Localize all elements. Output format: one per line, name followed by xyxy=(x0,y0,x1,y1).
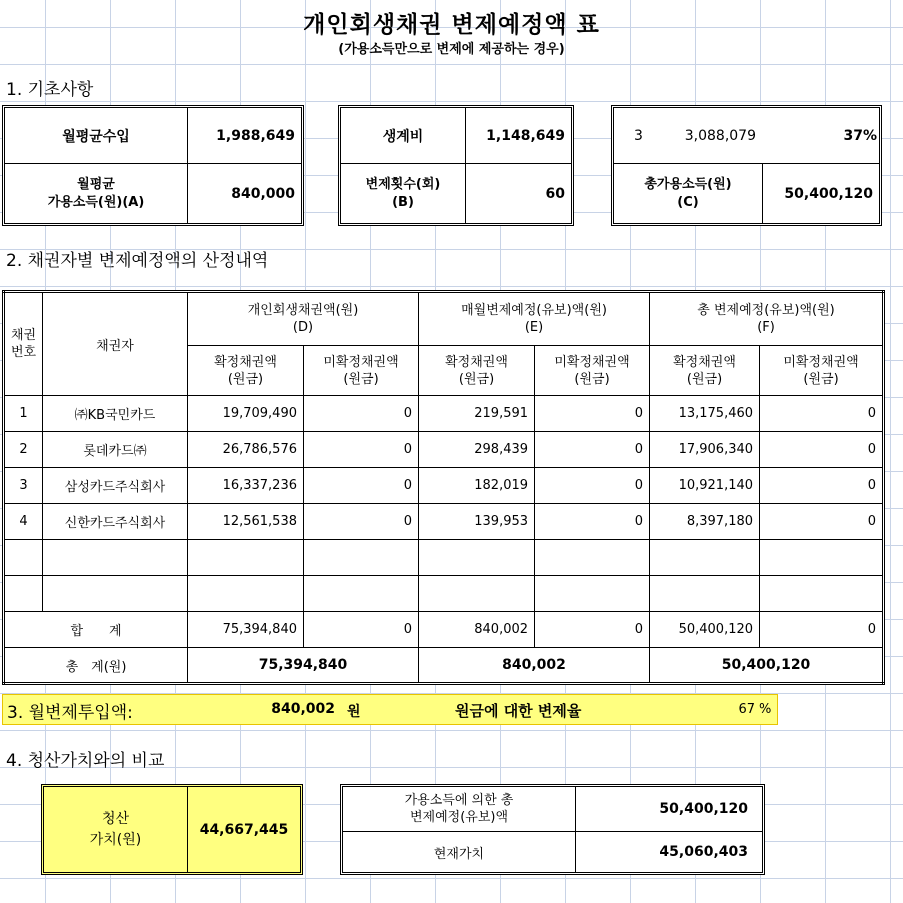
subtotal-label: 합 계 xyxy=(4,612,188,648)
d-confirmed-header: 확정채권액 (원금) xyxy=(188,346,304,396)
present-value-label: 현재가치 xyxy=(433,846,485,862)
group-f-header: 총 변제예정(유보)액(원) (F) xyxy=(650,292,884,346)
empty-row xyxy=(4,540,884,576)
row-d-unconfirmed: 0 xyxy=(304,432,419,468)
row-f-confirmed: 8,397,180 xyxy=(650,504,760,540)
liquidation-label: 청산 가치(원) xyxy=(89,810,142,848)
col-no-header: 채권 번호 xyxy=(4,292,43,396)
row-e-confirmed: 298,439 xyxy=(419,432,535,468)
row-f-confirmed: 10,921,140 xyxy=(650,468,760,504)
row-creditor: 신한카드주식회사 xyxy=(43,504,188,540)
row-e-unconfirmed: 0 xyxy=(535,504,650,540)
col-creditor-header: 채권자 xyxy=(43,292,188,396)
subtotal-e-unconfirmed: 0 xyxy=(535,612,650,648)
table-row xyxy=(4,468,884,504)
section2-heading: 2. 채권자별 변제예정액의 산정내역 xyxy=(6,251,269,271)
total-available-box xyxy=(611,105,882,226)
repay-count-label: 변제횟수(회) (B) xyxy=(365,176,441,210)
subtotal-e-confirmed: 840,002 xyxy=(419,612,535,648)
f-confirmed-header: 확정채권액 (원금) xyxy=(650,346,760,396)
section4-heading: 4. 청산가치와의 비교 xyxy=(6,751,165,771)
repayment-rate-value: 67 xyxy=(738,702,755,717)
row-d-unconfirmed: 0 xyxy=(304,504,419,540)
subtotal-d-confirmed: 75,394,840 xyxy=(188,612,304,648)
table-row xyxy=(4,504,884,540)
page-subtitle: (가용소득만으로 변제에 제공하는 경우) xyxy=(338,42,565,57)
row-d-unconfirmed: 0 xyxy=(304,468,419,504)
row-d-confirmed: 26,786,576 xyxy=(188,432,304,468)
income-box xyxy=(2,105,304,226)
liquidation-box xyxy=(41,784,303,875)
row-e-unconfirmed: 0 xyxy=(535,432,650,468)
present-value-value: 45,060,403 xyxy=(659,844,748,860)
monthly-repayment-band xyxy=(2,694,778,725)
row-creditor: ㈜KB국민카드 xyxy=(43,396,188,432)
row-f-unconfirmed: 0 xyxy=(760,504,884,540)
row-d-confirmed: 12,561,538 xyxy=(188,504,304,540)
row-e-unconfirmed: 0 xyxy=(535,468,650,504)
repayment-rate-label: 원금에 대한 변제율 xyxy=(455,702,582,720)
row-e-unconfirmed: 0 xyxy=(535,396,650,432)
group-d-header: 개인회생채권액(원) (D) xyxy=(188,292,419,346)
total-label: 총 계(원) xyxy=(4,648,188,684)
row-creditor: 롯데카드㈜ xyxy=(43,432,188,468)
by-income-value: 50,400,120 xyxy=(659,801,748,817)
e-unconfirmed-header: 미확정채권액 (원금) xyxy=(535,346,650,396)
monthly-repayment-unit: 원 xyxy=(347,704,361,720)
row-no: 3 xyxy=(4,468,43,504)
table-row xyxy=(4,396,884,432)
total-f: 50,400,120 xyxy=(650,648,884,684)
available-income-value: 840,000 xyxy=(231,185,295,202)
row-e-confirmed: 182,019 xyxy=(419,468,535,504)
repay-count-value: 60 xyxy=(545,185,565,202)
living-cost-value: 1,148,649 xyxy=(486,127,565,144)
page-title: 개인회생채권 변제예정액 표 xyxy=(303,12,600,38)
row-f-unconfirmed: 0 xyxy=(760,432,884,468)
row-no: 2 xyxy=(4,432,43,468)
section3-heading: 3. 월변제투입액: xyxy=(7,703,133,723)
by-income-label: 가용소득에 의한 총 변제예정(유보)액 xyxy=(404,793,514,825)
creditor-table xyxy=(2,290,885,685)
subtotal-row xyxy=(4,612,884,648)
living-cost-box xyxy=(338,105,574,226)
monthly-repayment-amount: 840,002 xyxy=(271,701,335,717)
section1-heading: 1. 기초사항 xyxy=(6,80,94,100)
row-d-unconfirmed: 0 xyxy=(304,396,419,432)
liquidation-value: 44,667,445 xyxy=(199,821,289,838)
row-f-unconfirmed: 0 xyxy=(760,468,884,504)
total-e: 840,002 xyxy=(419,648,650,684)
subtotal-f-unconfirmed: 0 xyxy=(760,612,884,648)
row-d-confirmed: 16,337,236 xyxy=(188,468,304,504)
row-f-unconfirmed: 0 xyxy=(760,396,884,432)
subtotal-f-confirmed: 50,400,120 xyxy=(650,612,760,648)
monthly-income-value: 1,988,649 xyxy=(216,127,295,144)
table-row xyxy=(4,432,884,468)
f-unconfirmed-header: 미확정채권액 (원금) xyxy=(760,346,884,396)
subtotal-d-unconfirmed: 0 xyxy=(304,612,419,648)
row-no: 4 xyxy=(4,504,43,540)
repayment-rate-unit: % xyxy=(759,702,772,717)
total-available-label: 총가용소득(원) (C) xyxy=(644,176,732,210)
row-e-confirmed: 139,953 xyxy=(419,504,535,540)
row-no: 1 xyxy=(4,396,43,432)
extra-value: 3,088,079 xyxy=(684,127,756,144)
row-d-confirmed: 19,709,490 xyxy=(188,396,304,432)
present-value-box xyxy=(340,784,765,875)
total-available-value: 50,400,120 xyxy=(784,185,873,202)
row-creditor: 삼성카드주식회사 xyxy=(43,468,188,504)
row-e-confirmed: 219,591 xyxy=(419,396,535,432)
available-income-label: 월평균 가용소득(원)(A) xyxy=(47,176,145,210)
e-confirmed-header: 확정채권액 (원금) xyxy=(419,346,535,396)
d-unconfirmed-header: 미확정채권액 (원금) xyxy=(304,346,419,396)
total-d: 75,394,840 xyxy=(188,648,419,684)
extra-percent: 37% xyxy=(843,127,877,144)
empty-row xyxy=(4,576,884,612)
monthly-income-label: 월평균수입 xyxy=(62,128,130,145)
group-e-header: 매월변제예정(유보)액(원) (E) xyxy=(419,292,650,346)
living-cost-label: 생계비 xyxy=(382,128,424,145)
total-row xyxy=(4,648,884,684)
row-f-confirmed: 17,906,340 xyxy=(650,432,760,468)
row-f-confirmed: 13,175,460 xyxy=(650,396,760,432)
extra-index: 3 xyxy=(634,127,643,144)
